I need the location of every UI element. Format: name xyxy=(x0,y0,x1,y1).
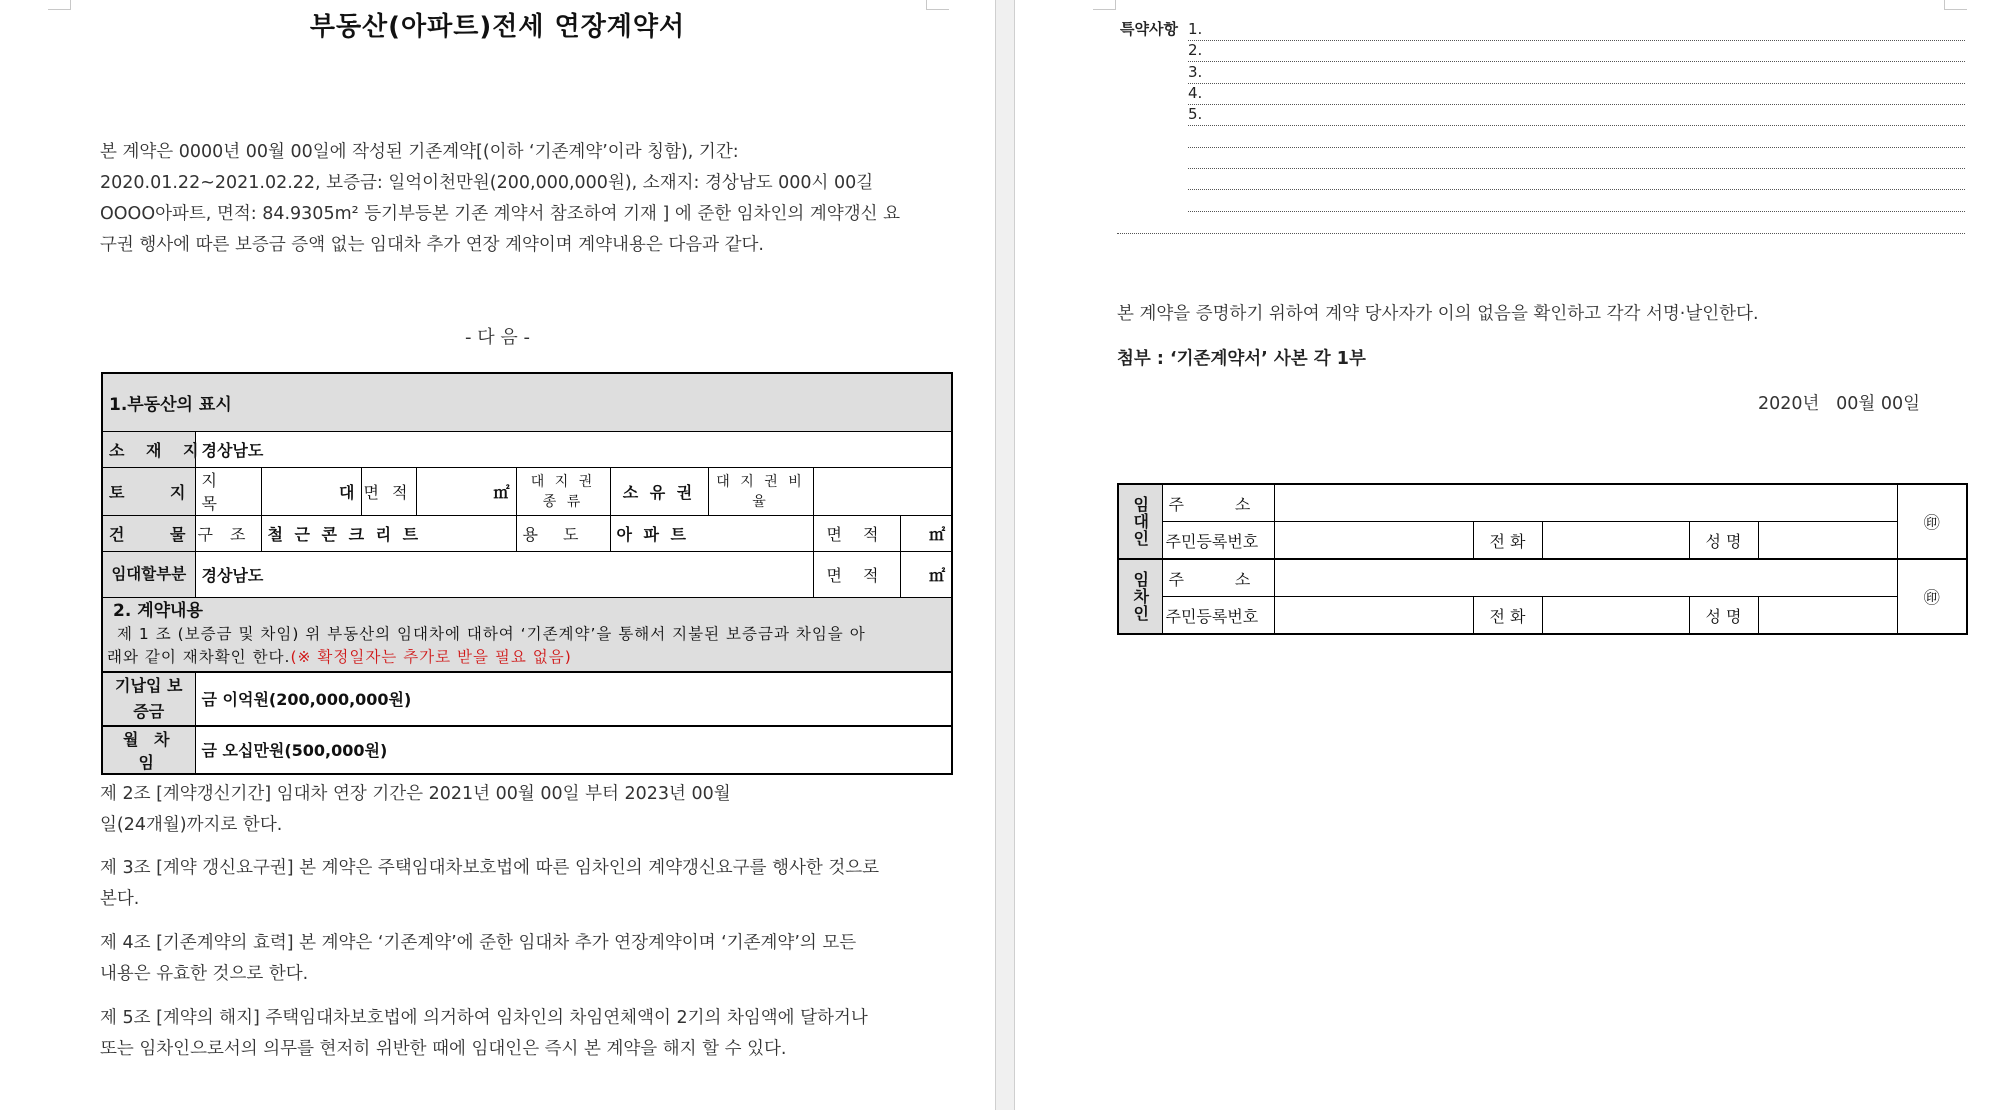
intro-paragraph xyxy=(100,137,900,261)
lessor-seal: ㊞ xyxy=(1897,484,1967,559)
lessee-address-label: 주 소 xyxy=(1162,559,1274,597)
clause-2-line-1: 제 2조 [계약갱신기간] 임대차 연장 기간은 2021년 00월 00일 부터 2023년 00월 xyxy=(100,784,731,804)
lessor-phone-field[interactable] xyxy=(1542,522,1689,560)
structure-value: 철 근 콘 크 리 트 xyxy=(261,515,516,551)
lessor-phone-label: 전 화 xyxy=(1473,522,1542,560)
lessor-name-field[interactable] xyxy=(1758,522,1897,560)
lease-area-label: 면 적 xyxy=(813,551,900,597)
special-bottom-line xyxy=(1117,212,1965,234)
lessee-name-label: 성 명 xyxy=(1689,597,1758,635)
land-right-ratio-value xyxy=(813,467,952,515)
special-blank-line xyxy=(1188,190,1965,212)
intro-line-3: OOOO아파트, 면적: 84.9305m² 등기부등본 기존 계약서 참조하여 기재 ] 에 준한 임차인의 계약갱신 요 xyxy=(100,204,900,224)
land-area-unit: ㎡ xyxy=(416,467,516,515)
special-item-1: 1. xyxy=(1188,19,1965,41)
special-item-2: 2. xyxy=(1188,40,1965,62)
intro-line-2: 2020.01.22~2021.02.22, 보증금: 일억이천만원(200,000,000원), 소재지: 경상남도 000시 00길 xyxy=(100,173,874,193)
lessee-seal: ㊞ xyxy=(1897,559,1967,634)
structure-label: 구 조 xyxy=(195,515,261,551)
lessee-address-field[interactable] xyxy=(1274,559,1897,597)
clause-4-line-2: 내용은 유효한 것으로 한다. xyxy=(100,964,309,984)
attachment-text: 첨부 : ‘기존계약서’ 사본 각 1부 xyxy=(1117,349,1366,369)
lessee-phone-label: 전 화 xyxy=(1473,597,1542,635)
clause-1-note: (※ 확정일자는 추가로 받을 필요 없음) xyxy=(290,647,572,666)
rent-value: 금 오십만원(500,000원) xyxy=(195,726,952,774)
clause-5 xyxy=(100,1003,900,1065)
location-value: 경상남도 xyxy=(195,431,952,467)
deposit-label: 기납입 보증금 xyxy=(102,672,195,726)
land-right-type-label: 대 지 권 종 류 xyxy=(516,467,610,515)
document-title: 부동산(아파트)전세 연장계약서 xyxy=(309,12,686,42)
clause-3-line-2: 본다. xyxy=(100,889,140,909)
location-label: 소 재 지 xyxy=(102,431,195,467)
rent-label: 월 차 임 xyxy=(102,726,195,774)
lessor-name-label: 성 명 xyxy=(1689,522,1758,560)
crop-mark xyxy=(1944,0,1967,10)
land-category-label: 지 목 xyxy=(195,467,261,515)
contract-content-cell xyxy=(102,597,952,672)
crop-mark xyxy=(1093,0,1116,10)
clause-5-line-2: 또는 임차인으로서의 의무를 현저히 위반한 때에 임대인은 즉시 본 계약을 해지 할 수 있다. xyxy=(100,1039,787,1059)
lessee-name-field[interactable] xyxy=(1758,597,1897,635)
lessor-address-field[interactable] xyxy=(1274,484,1897,522)
clause-1-line-2 xyxy=(107,646,947,669)
use-value: 아 파 트 xyxy=(610,515,813,551)
land-label-text: 토 지 xyxy=(109,482,186,502)
special-blank-line xyxy=(1188,168,1965,190)
land-right-ratio-label: 대 지 권 비 율 xyxy=(708,467,813,515)
lease-part-label: 임대할부분 xyxy=(102,551,195,597)
lessor-label: 임대인 xyxy=(1118,484,1162,559)
ownership-value: 소 유 권 xyxy=(610,467,708,515)
clause-2-line-2: 일(24개월)까지로 한다. xyxy=(100,815,283,835)
lessor-id-label: 주민등록번호 xyxy=(1162,522,1274,560)
lessee-id-label: 주민등록번호 xyxy=(1162,597,1274,635)
next-heading: - 다 음 - xyxy=(465,327,530,348)
special-item-4: 4. xyxy=(1188,83,1965,105)
lessee-id-field[interactable] xyxy=(1274,597,1473,635)
land-label xyxy=(102,467,195,515)
section-1-heading: 1.부동산의 표시 xyxy=(102,373,952,431)
land-category-value: 대 xyxy=(261,467,361,515)
clause-2 xyxy=(100,779,900,841)
special-terms-label: 특약사항 xyxy=(1120,20,1178,38)
building-label xyxy=(102,515,195,551)
special-item-5: 5. xyxy=(1188,104,1965,126)
property-table xyxy=(101,372,953,775)
special-blank-line xyxy=(1188,147,1965,169)
lessor-id-field[interactable] xyxy=(1274,522,1473,560)
page-gutter xyxy=(995,0,1015,1110)
confirm-text: 본 계약을 증명하기 위하여 계약 당사자가 이의 없음을 확인하고 각각 서명·날인한다. xyxy=(1117,304,1759,324)
special-item-3: 3. xyxy=(1188,62,1965,84)
land-area-label: 면 적 xyxy=(361,467,416,515)
clause-5-line-1: 제 5조 [계약의 해지] 주택임대차보호법에 의거하여 임차인의 차임연체액이 2기의 차임액에 달하거나 xyxy=(100,1008,868,1028)
lease-part-value: 경상남도 xyxy=(195,551,813,597)
lessee-phone-field[interactable] xyxy=(1542,597,1689,635)
clause-1-line-1: 제 1 조 (보증금 및 차임) 위 부동산의 임대차에 대하여 ‘기존계약’을 통해서 지불된 보증금과 차임을 아 xyxy=(117,624,866,643)
building-label-text: 건 물 xyxy=(109,524,186,544)
lease-area-unit: ㎡ xyxy=(900,551,952,597)
lessee-label: 임차인 xyxy=(1118,559,1162,634)
deposit-value: 금 이억원(200,000,000원) xyxy=(195,672,952,726)
section-2-heading: 2. 계약내용 xyxy=(113,600,203,621)
clause-4 xyxy=(100,928,900,990)
clause-3-line-1: 제 3조 [계약 갱신요구권] 본 계약은 주택임대차보호법에 따른 임차인의 계약갱신요구를 행사한 것으로 xyxy=(100,858,880,878)
clause-1-text: 래와 같이 재차확인 한다. xyxy=(107,647,291,666)
intro-line-4: 구권 행사에 따른 보증금 증액 없는 임대차 추가 연장 계약이며 계약내용은 다음과 같다. xyxy=(100,235,764,255)
building-area-label: 면 적 xyxy=(813,515,900,551)
clause-3 xyxy=(100,853,900,915)
clause-4-line-1: 제 4조 [기존계약의 효력] 본 계약은 ‘기존계약’에 준한 임대차 추가 연장계약이며 ‘기존계약’의 모든 xyxy=(100,933,857,953)
building-area-unit: ㎡ xyxy=(900,515,952,551)
special-blank-line xyxy=(1188,126,1965,148)
intro-line-1: 본 계약은 0000년 00월 00일에 작성된 기존계약[(이하 ‘기존계약’이라 칭함), 기간: xyxy=(100,142,739,162)
use-label: 용 도 xyxy=(516,515,610,551)
contract-date: 2020년 00월 00일 xyxy=(1758,394,1921,414)
lessor-address-label: 주 소 xyxy=(1162,484,1274,522)
signature-table xyxy=(1117,483,1968,635)
